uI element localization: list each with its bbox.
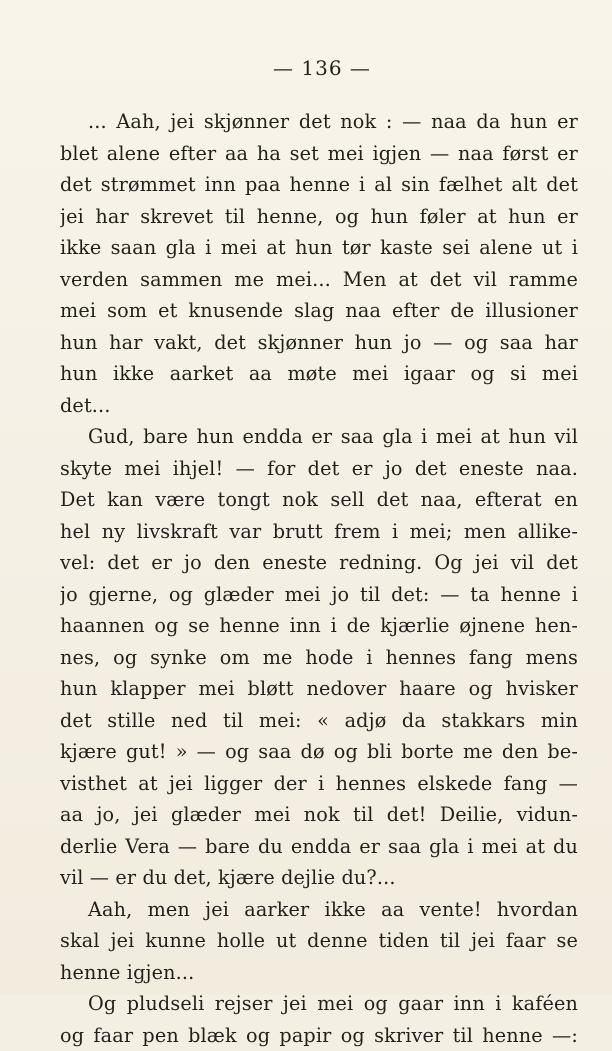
text-line: det strømmet inn paa henne i al sin fælhet alt det (60, 169, 578, 201)
text-line: det stille ned til mei: « adjø da stakkars min (60, 705, 578, 737)
text-line: nes, og synke om me hode i hennes fang mens (60, 642, 578, 674)
text-line: henne igjen... (60, 957, 578, 989)
text-line: Og pludseli rejser jei mei og gaar inn i kaféen (60, 988, 578, 1020)
text-line: visthet at jei ligger der i hennes elskede fang — (60, 768, 578, 800)
text-line: mei som et knusende slag naa efter de illusioner (60, 295, 578, 327)
text-line: Det kan være tongt nok sell det naa, efterat en (60, 484, 578, 516)
text-line: derlie Vera — bare du endda er saa gla i mei at du (60, 831, 578, 863)
text-line: jo gjerne, og glæder mei jo til det: — ta henne i (60, 579, 578, 611)
text-line: haannen og se henne inn i de kjærlie øjnene hen- (60, 610, 578, 642)
text-line: skal jei kunne holle ut denne tiden til jei faar se (60, 925, 578, 957)
text-line: blet alene efter aa ha set mei igjen — naa først er (60, 138, 578, 170)
text-line: Gud, bare hun endda er saa gla i mei at hun vil (60, 421, 578, 453)
page-number: — 136 — (60, 52, 578, 84)
text-line: vel: det er jo den eneste redning. Og jei vil det (60, 547, 578, 579)
text-line: skyte mei ihjel! — for det er jo det eneste naa. (60, 453, 578, 485)
text-line: hun ikke aarket aa møte mei igaar og si mei (60, 358, 578, 390)
text-line: det... (60, 390, 578, 422)
text-line: og faar pen blæk og papir og skriver til henne —: (60, 1020, 578, 1051)
body-text (60, 106, 578, 1051)
text-line: ikke saan gla i mei at hun tør kaste sei alene ut i (60, 232, 578, 264)
text-line: vil — er du det, kjære dejlie du?... (60, 862, 578, 894)
text-line: ... Aah, jei skjønner det nok : — naa da hun er (60, 106, 578, 138)
text-line: hel ny livskraft var brutt frem i mei; men allike- (60, 516, 578, 548)
text-line: hun klapper mei bløtt nedover haare og hvisker (60, 673, 578, 705)
text-line: verden sammen me mei... Men at det vil ramme (60, 264, 578, 296)
text-line: hun har vakt, det skjønner hun jo — og saa har (60, 327, 578, 359)
text-line: aa jo, jei glæder mei nok til det! Deilie, vidun- (60, 799, 578, 831)
text-line: Aah, men jei aarker ikke aa vente! hvordan (60, 894, 578, 926)
text-line: kjære gut! » — og saa dø og bli borte me den be- (60, 736, 578, 768)
text-line: jei har skrevet til henne, og hun føler at hun er (60, 201, 578, 233)
